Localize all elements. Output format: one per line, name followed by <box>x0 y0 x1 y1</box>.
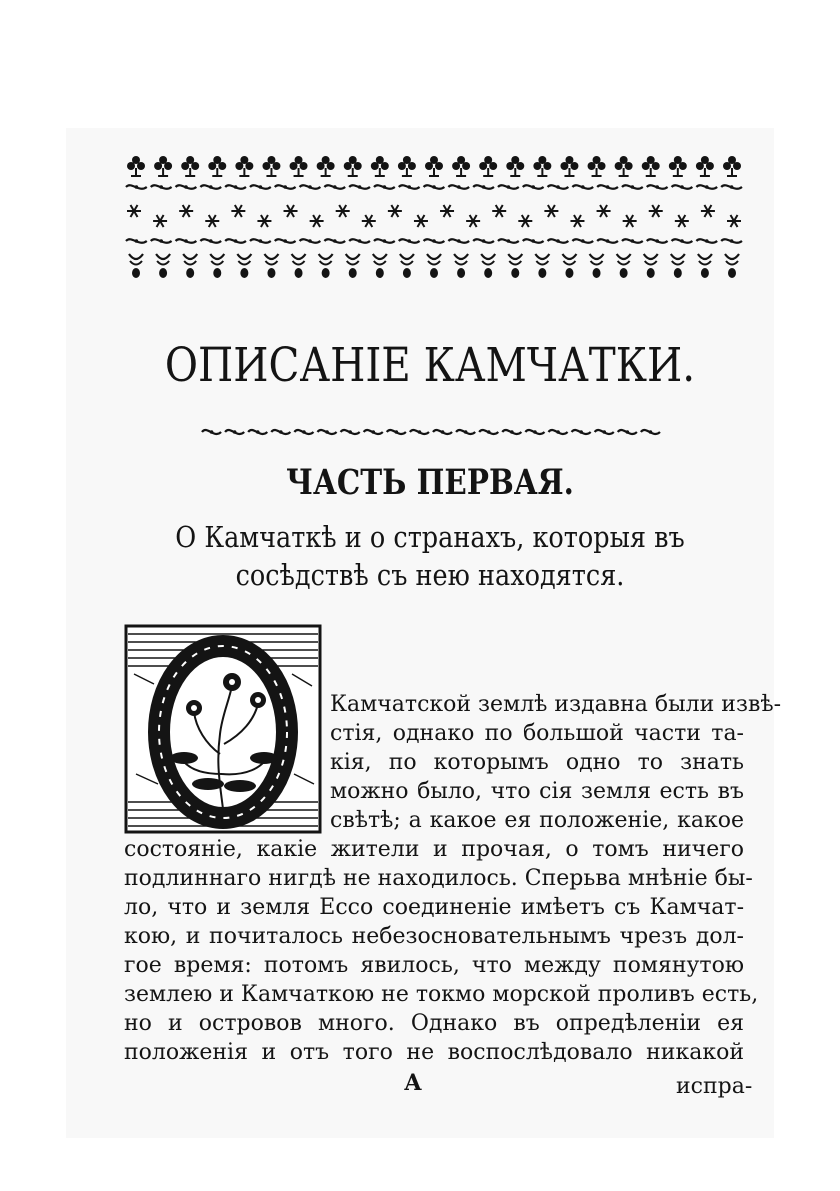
body-line-3: кія, по которымъ одно то знать <box>330 750 744 775</box>
wave-scroll-icon <box>200 424 662 440</box>
body-line-6: состояніе, какіе жители и прочая, о томъ ничего <box>124 837 744 862</box>
body-line-4: можно было, что сія земля есть въ <box>330 779 744 804</box>
floral-initial-o-icon <box>124 624 322 834</box>
body-line-5: свѣтѣ; а какое ея положеніе, какое <box>330 808 744 833</box>
signature-mark: А <box>404 1070 422 1096</box>
chapter-heading-line-2: сосѣдствѣ съ нею находятся. <box>235 558 625 592</box>
body-line-13: положенія и отъ того не воспослѣдовало никакой <box>124 1040 744 1065</box>
trefoil-row-icon <box>124 154 744 178</box>
wave-scroll-icon <box>124 180 744 194</box>
part-heading: ЧАСТЬ ПЕРВАЯ. <box>286 462 574 503</box>
page-title: ОПИСАНІЕ КАМЧАТКИ. <box>164 338 696 393</box>
chapter-heading-line-1: О Камчаткѣ и о странахъ, которыя въ <box>175 520 685 554</box>
body-line-9: кою, и почиталось небезосновательнымъ чрезъ дол- <box>124 924 744 949</box>
body-line-7: подлиннаго нигдѣ не находилось. Сперьва мнѣніе бы- <box>124 866 753 891</box>
body-line-10: гое время: потомъ явилось, что между помянутою <box>124 953 744 978</box>
star-row-icon <box>124 202 744 230</box>
body-line-12: но и островов много. Однако въ опредѣленіи ея <box>124 1011 744 1036</box>
body-line-2: стія, однако по большой части та- <box>330 721 744 746</box>
catchword: испра- <box>676 1074 753 1099</box>
body-line-11: землею и Камчаткою не токмо морской проливъ есть, <box>124 982 759 1007</box>
body-line-1: Камчатской землѣ издавна были извѣ- <box>330 692 782 717</box>
body-line-8: ло, что и земля Ессо соединеніе имѣетъ съ Камчат- <box>124 895 744 920</box>
fleuron-row-icon <box>124 250 744 280</box>
wave-scroll-icon <box>124 234 744 248</box>
